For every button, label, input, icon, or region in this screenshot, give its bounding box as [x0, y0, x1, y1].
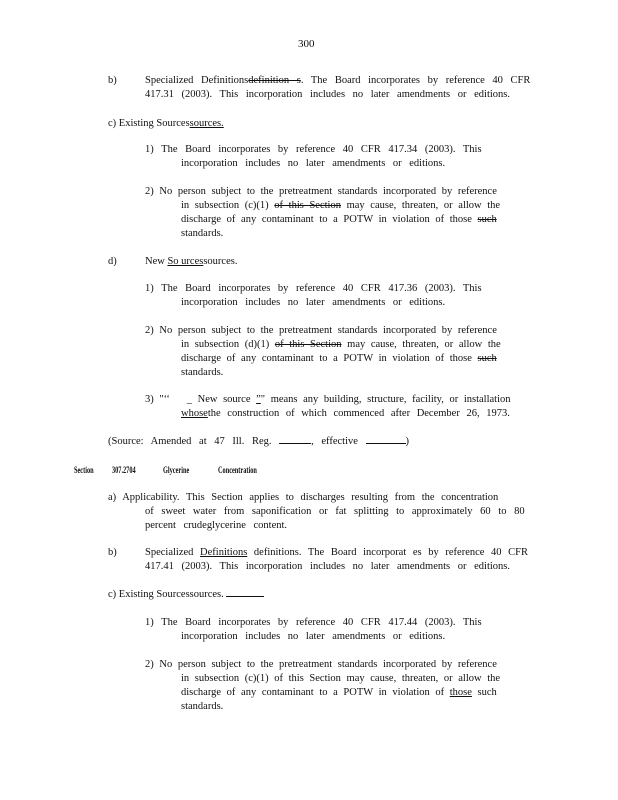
sub-c2-line4: standards.: [181, 228, 224, 239]
blank-line: [226, 589, 264, 597]
sub-d3-line1: 3) "‘‘ _ New source ”" means any building, structure, facility, or installation: [145, 394, 511, 405]
sub-c2-line2: in subsection (c)(1) of this Section may cause, threaten, or allow the: [181, 200, 501, 211]
section-title-word2: Concentration: [218, 465, 257, 475]
inserted-text: Definitions: [200, 547, 248, 558]
sub-b-line2: 417.31 (2003). This incorporation includes no later amendments or editions.: [145, 89, 510, 100]
s2-sub-b-line1: Specialized Definitions definitions. The Board incorporat es by reference 40 CFR: [145, 547, 529, 558]
s2-sub-c1-line1: 1) The Board incorporates by reference 40 CFR 417.44 (2003). This: [145, 617, 482, 628]
sub-d2-line1: 2) No person subject to the pretreatment standards incorporated by reference: [145, 325, 497, 336]
deleted-text: such: [477, 353, 497, 364]
applicability-line2: of sweet water from saponification or fat splitting to approximately 60 to 80: [145, 506, 525, 517]
blank-line: [366, 434, 406, 444]
sub-d-label: d): [108, 256, 117, 267]
sub-d2-line2: in subsection (d)(1) of this Section may cause, threaten, or allow the: [181, 339, 501, 350]
sub-c1-line1: 1) The Board incorporates by reference 40 CFR 417.34 (2003). This: [145, 144, 482, 155]
s2-sub-c2-line4: standards.: [181, 701, 224, 712]
sub-b-label: b): [108, 75, 117, 86]
deleted-text: of this Section: [274, 200, 341, 211]
deleted-text: such: [477, 214, 497, 225]
s2-sub-b-label: b): [108, 547, 117, 558]
s2-sub-c2-line2: in subsection (c)(1) of this Section may cause, threaten, or allow the: [181, 673, 501, 684]
inserted-text: ”: [256, 394, 261, 405]
blank-line: [279, 434, 311, 444]
inserted-text: those: [449, 687, 472, 698]
sub-d2-line3: discharge of any contaminant to a POTW in violation of those such: [181, 353, 497, 364]
s2-sub-c2-line1: 2) No person subject to the pretreatment standards incorporated by reference: [145, 659, 497, 670]
deleted-text: definition s: [248, 75, 301, 86]
source-note: (Source: Amended at 47 Ill. Reg. , effective ): [108, 436, 410, 447]
sub-d1-line2: incorporation includes no later amendments or editions.: [181, 297, 446, 308]
sub-c2-line3: discharge of any contaminant to a POTW in violation of those such: [181, 214, 497, 225]
sub-c2-line1: 2) No person subject to the pretreatment standards incorporated by reference: [145, 186, 497, 197]
deleted-text: of this Section: [274, 339, 342, 350]
inserted-text: whose: [181, 408, 208, 419]
s2-sub-c1-line2: incorporation includes no later amendments or editions.: [181, 631, 446, 642]
sub-d1-line1: 1) The Board incorporates by reference 40 CFR 417.36 (2003). This: [145, 283, 482, 294]
s2-sub-b-line2: 417.41 (2003). This incorporation includes no later amendments or editions.: [145, 561, 510, 572]
section-title-word1: Glycerine: [163, 465, 190, 475]
sub-c-heading: c) Existing Sourcessources.: [108, 118, 224, 129]
sub-b-line1: Specialized Definitionsdefinition s. The Board incorporates by reference 40 CFR: [145, 75, 531, 86]
s2-sub-c-heading: c) Existing Sourcessources.: [108, 588, 264, 601]
inserted-text: So urces: [167, 256, 204, 267]
page-number: 300: [298, 38, 315, 50]
sub-d-heading: New So urcessources.: [145, 256, 238, 267]
section-label: Section: [74, 465, 94, 475]
section-number: 307.2704: [112, 465, 136, 475]
sub-d2-line4: standards.: [181, 367, 224, 378]
applicability-line1: a) Applicability. This Section applies to discharges resulting from the concentration: [108, 492, 499, 503]
s2-sub-c2-line3: discharge of any contaminant to a POTW in violation of those such: [181, 687, 497, 698]
applicability-line3: percent crudeglycerine content.: [145, 520, 288, 531]
sub-d3-line2: whosethe construction of which commenced after December 26, 1973.: [181, 408, 510, 419]
inserted-text: sources.: [189, 118, 224, 129]
sub-c1-line2: incorporation includes no later amendments or editions.: [181, 158, 446, 169]
